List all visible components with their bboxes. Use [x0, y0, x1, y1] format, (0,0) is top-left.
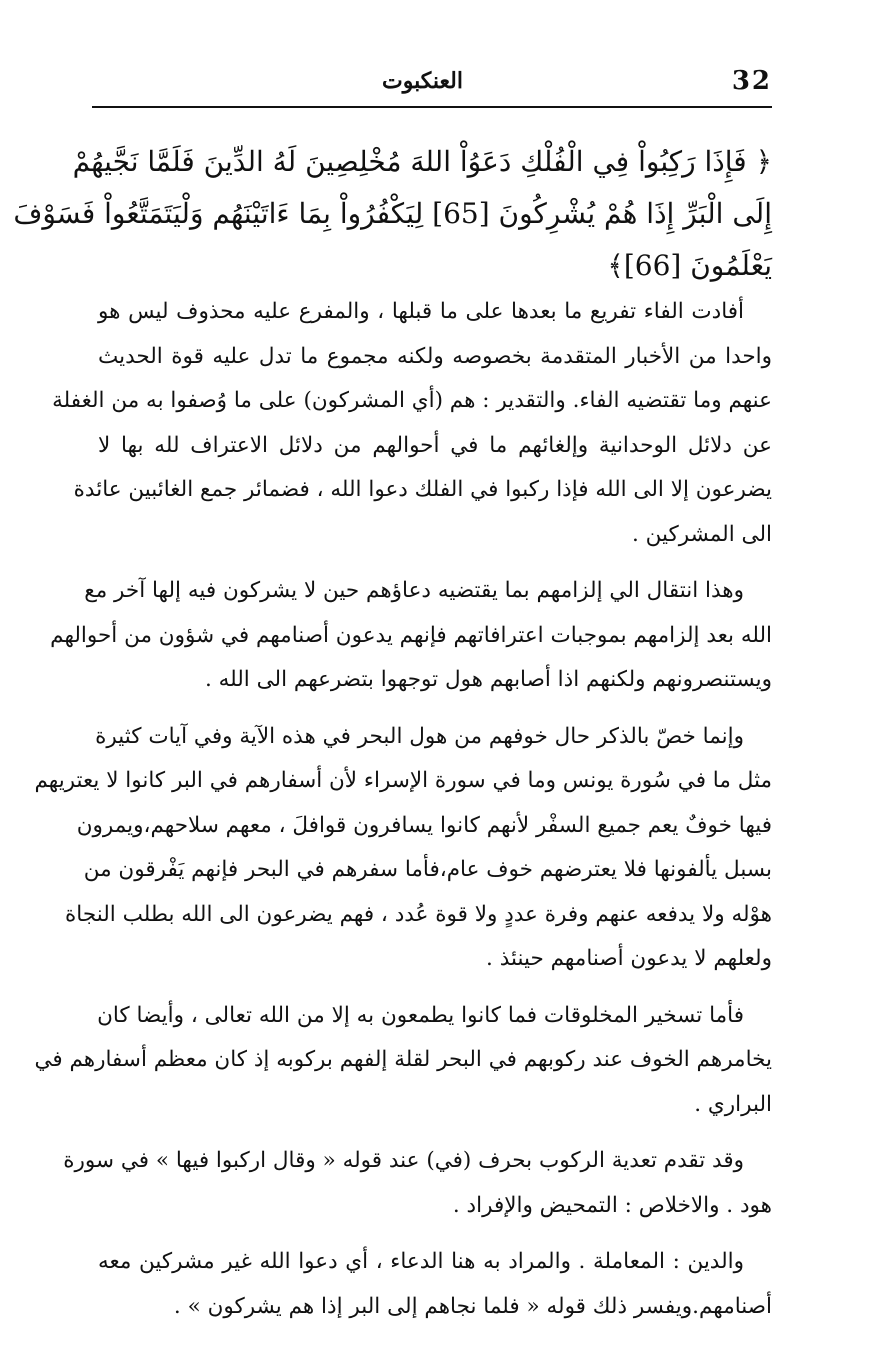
text-line: يضرعون إلا الى الله فإذا ركبوا في الفلك دعوا الله ، فضمائر جمع الغائبين عائدة — [73, 477, 772, 502]
text-line: عن دلائل الوحدانية وإلغائهم ما في أحوالهم من دلائل الاعتراف لله بها لا — [98, 432, 772, 458]
text-line: والدين : المعاملة . والمراد به هنا الدعاء ، أي دعوا الله غير مشركين معه — [98, 1249, 744, 1274]
page-header — [92, 66, 772, 106]
text-line: هوْله ولا يدفعه عنهم وفرة عددٍ ولا قوة عُدد ، فهم يضرعون الى الله بطلب النجاة — [65, 901, 772, 927]
text-line: الى المشركين . — [631, 521, 772, 547]
text-line: وقد تقدم تعدية الركوب بحرف (في) عند قوله « وقال اركبوا فيها » في سورة — [63, 1148, 744, 1173]
text-line: مثل ما في سُورة يونس وما في سورة الإسراء لأن أسفارهم في البر كانوا لا يعتريهم — [34, 768, 772, 793]
text-line: عنهم وما تقتضيه الفاء. والتقدير : هم (أي المشركون) على ما وُصفوا به من الغفلة — [52, 388, 772, 413]
text-line: الله بعد إلزامهم بموجبات اعترافاتهم فإنهم يدعون أصنامهم في شؤون من أحوالهم — [50, 622, 772, 648]
paragraph — [34, 994, 772, 1128]
quran-verse — [13, 136, 772, 292]
paragraph — [98, 1240, 772, 1329]
text-line: بسبل يألفونها فلا يعترضهم خوف عام،فأما سفرهم في البحر فإنهم يَفْرقون من — [83, 857, 772, 882]
text-line: فأما تسخير المخلوقات فما كانوا يطمعون به إلا من الله تعالى ، وأيضا كان — [97, 1002, 744, 1028]
paragraph — [34, 715, 772, 982]
text-line: وهذا انتقال الي إلزامهم بما يقتضيه دعاؤهم حين لا يشركون فيه إلها آخر مع — [84, 578, 744, 603]
text-line: وإنما خصّ بالذكر حال خوفهم من هول البحر في هذه الآية وفي آيات كثيرة — [95, 723, 744, 749]
text-line: هود . والاخلاص : التمحيض والإفراد . — [452, 1192, 772, 1218]
paragraph — [63, 1139, 772, 1228]
text-line: واحدا من الأخبار المتقدمة بخصوصه ولكنه مجموع ما تدل عليه قوة الحديث — [98, 343, 772, 369]
text-line: البراري . — [694, 1091, 772, 1117]
verse-line: يَعْلَمُونَ [66]﴾ — [607, 249, 772, 282]
paragraph — [50, 569, 772, 703]
text-line: فيها خوفٌ يعم جميع السفْر لأنهم كانوا يسافرون قوافلَ ، معهم سلاحهم،ويمرون — [76, 812, 772, 838]
text-line: ولعلهم لا يدعون أصنامهم حينئذ . — [486, 946, 772, 971]
verse-line: إِلَى الْبَرِّ إِذَا هُمْ يُشْرِكُونَ [65] لِيَكْفُرُواْ بِمَا ءَاتَيْنَهُم وَلْيَتَمَتَّعُواْ فَسَوْفَ — [13, 197, 772, 230]
page-number: 32 — [731, 66, 772, 96]
commentary-text — [34, 290, 772, 1341]
running-title: العنكبوت — [382, 68, 463, 94]
text-line: يخامرهم الخوف عند ركوبهم في البحر لقلة إلفهم بركوبه إذ كان معظم أسفارهم في — [34, 1047, 772, 1072]
text-line: أصنامهم.ويفسر ذلك قوله « فلما نجاهم إلى البر إذا هم يشركون » . — [173, 1293, 772, 1319]
header-divider — [92, 106, 772, 108]
text-line: ويستنصرونهم ولكنهم اذا أصابهم هول توجهوا بتضرعهم الى الله . — [204, 667, 772, 692]
paragraph — [52, 290, 772, 557]
verse-line: ﴿ فَإِذَا رَكِبُواْ فِي الْفُلْكِ دَعَوُاْ اللهَ مُخْلِصِينَ لَهُ الدِّينَ فَلَمَّا نَجَّيهُمْ — [72, 145, 772, 178]
text-line: أفادت الفاء تفريع ما بعدها على ما قبلها ، والمفرع عليه محذوف ليس هو — [98, 299, 744, 324]
